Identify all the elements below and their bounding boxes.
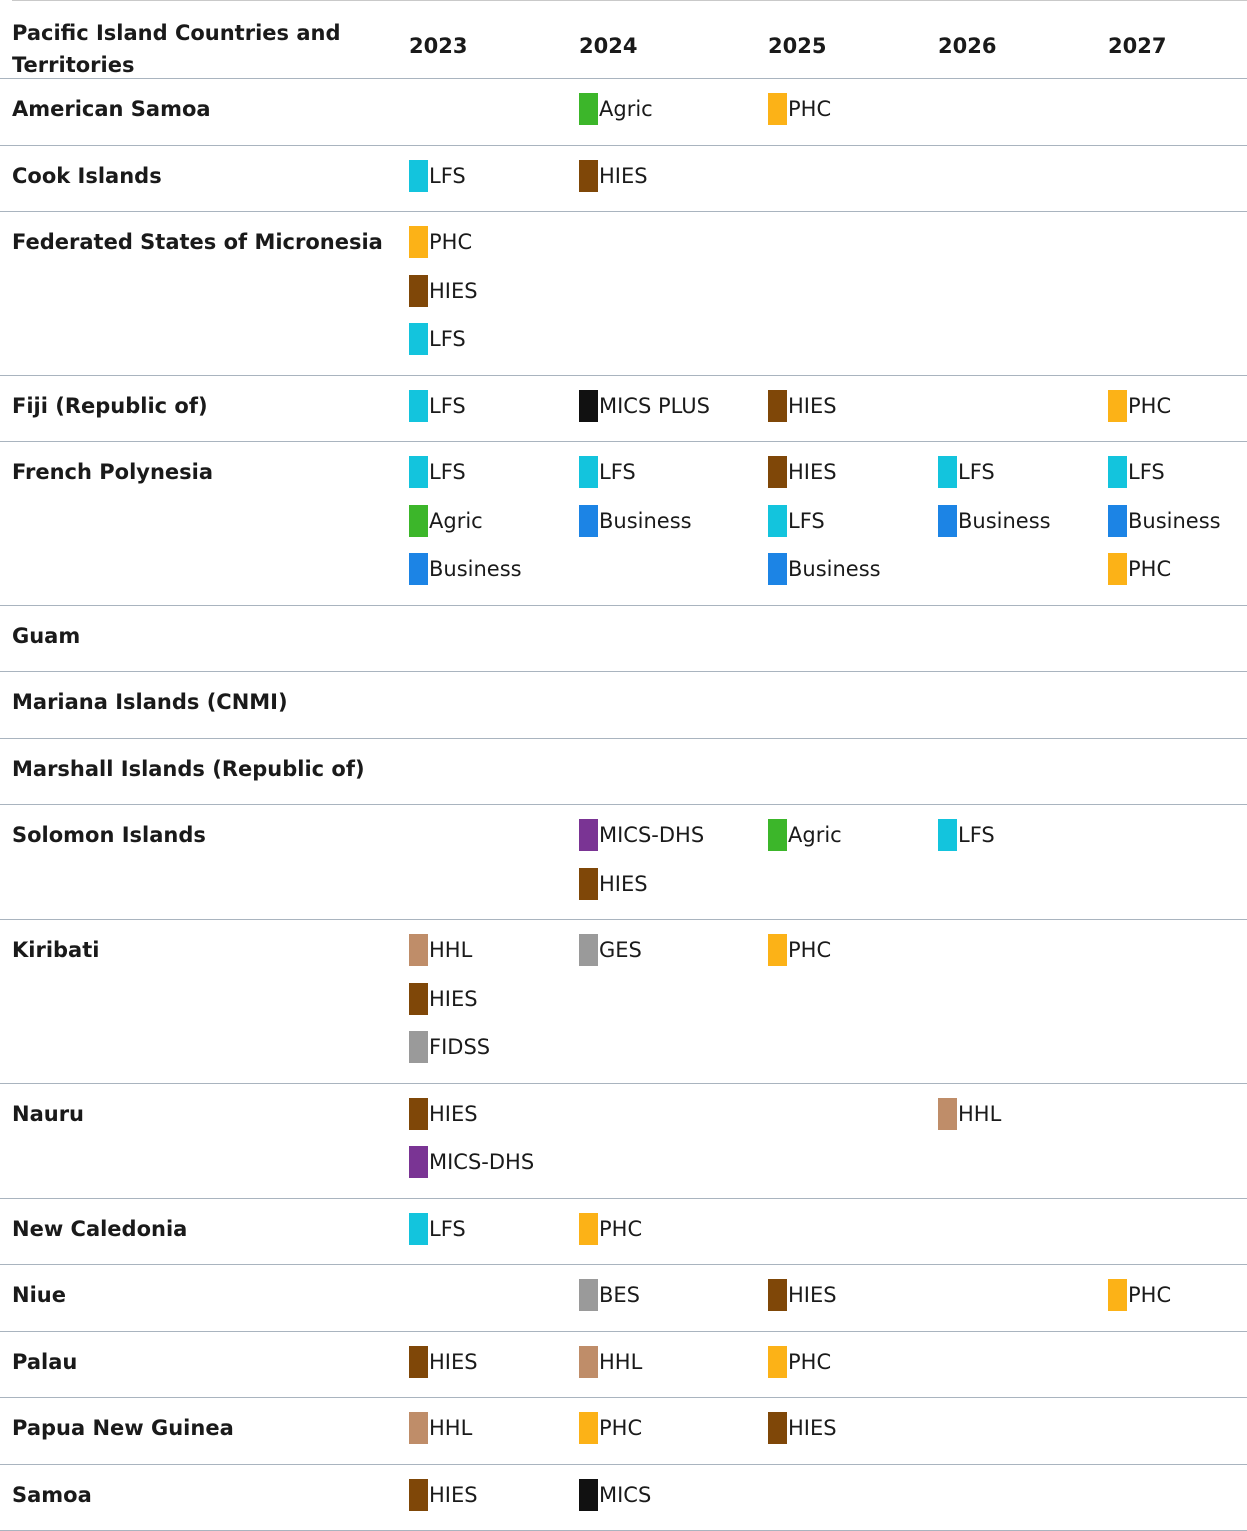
survey-color-swatch bbox=[579, 1279, 598, 1311]
survey-label: Agric bbox=[599, 97, 653, 121]
survey-label: HIES bbox=[599, 164, 648, 188]
survey-color-swatch bbox=[579, 1479, 598, 1511]
survey-entry bbox=[938, 505, 1051, 537]
country-name: American Samoa bbox=[12, 93, 211, 125]
survey-color-swatch bbox=[768, 93, 787, 125]
year-header: 2024 bbox=[579, 30, 637, 62]
country-name: Guam bbox=[12, 620, 80, 652]
country-name: Nauru bbox=[12, 1098, 84, 1130]
survey-color-swatch bbox=[409, 1213, 428, 1245]
survey-label: PHC bbox=[429, 230, 472, 254]
year-cell-2023 bbox=[409, 160, 466, 209]
year-cell-2027 bbox=[1108, 456, 1221, 602]
survey-label: HIES bbox=[788, 460, 837, 484]
table-row bbox=[0, 1199, 1247, 1266]
survey-entry bbox=[409, 390, 466, 422]
survey-label: PHC bbox=[788, 97, 831, 121]
survey-entry bbox=[768, 1279, 837, 1311]
survey-label: LFS bbox=[429, 460, 466, 484]
survey-label: PHC bbox=[788, 938, 831, 962]
survey-color-swatch bbox=[768, 553, 787, 585]
survey-label: PHC bbox=[599, 1217, 642, 1241]
survey-entry bbox=[409, 934, 490, 966]
survey-entry bbox=[409, 275, 478, 307]
year-cell-2023 bbox=[409, 1213, 466, 1262]
survey-entry bbox=[409, 1146, 534, 1178]
year-cell-2024 bbox=[579, 93, 653, 142]
country-name: Palau bbox=[12, 1346, 77, 1378]
survey-color-swatch bbox=[409, 934, 428, 966]
survey-entry bbox=[409, 505, 522, 537]
survey-color-swatch bbox=[579, 160, 598, 192]
survey-label: HHL bbox=[429, 938, 472, 962]
table-row bbox=[0, 442, 1247, 606]
survey-label: PHC bbox=[788, 1350, 831, 1374]
survey-entry bbox=[409, 226, 478, 258]
survey-entry bbox=[409, 1031, 490, 1063]
survey-label: PHC bbox=[599, 1416, 642, 1440]
survey-label: MICS PLUS bbox=[599, 394, 710, 418]
year-header: 2025 bbox=[768, 30, 826, 62]
survey-label: LFS bbox=[429, 164, 466, 188]
year-cell-2024 bbox=[579, 1213, 642, 1262]
table-row bbox=[0, 79, 1247, 146]
country-name: Fiji (Republic of) bbox=[12, 390, 208, 422]
year-cell-2023 bbox=[409, 1346, 478, 1395]
survey-color-swatch bbox=[409, 983, 428, 1015]
table-row bbox=[0, 606, 1247, 673]
survey-entry bbox=[409, 1479, 478, 1511]
survey-label: HHL bbox=[599, 1350, 642, 1374]
survey-color-swatch bbox=[938, 456, 957, 488]
survey-entry bbox=[579, 1279, 640, 1311]
year-cell-2026 bbox=[938, 1098, 1001, 1147]
survey-label: LFS bbox=[429, 1217, 466, 1241]
survey-color-swatch bbox=[768, 819, 787, 851]
survey-color-swatch bbox=[768, 1412, 787, 1444]
survey-entry bbox=[409, 456, 522, 488]
survey-entry bbox=[409, 160, 466, 192]
country-name: Federated States of Micronesia bbox=[12, 226, 383, 258]
survey-entry bbox=[579, 456, 692, 488]
top-rule bbox=[12, 0, 1247, 1]
survey-label: Business bbox=[599, 509, 692, 533]
survey-label: BES bbox=[599, 1283, 640, 1307]
survey-label: HIES bbox=[788, 394, 837, 418]
year-cell-2024 bbox=[579, 819, 704, 916]
survey-color-swatch bbox=[579, 1346, 598, 1378]
survey-color-swatch bbox=[409, 456, 428, 488]
table-row bbox=[0, 212, 1247, 376]
year-cell-2025 bbox=[768, 456, 881, 602]
survey-color-swatch bbox=[768, 934, 787, 966]
year-cell-2024 bbox=[579, 1479, 651, 1528]
survey-color-swatch bbox=[409, 390, 428, 422]
year-cell-2025 bbox=[768, 819, 842, 868]
survey-label: LFS bbox=[958, 460, 995, 484]
survey-entry bbox=[768, 1412, 837, 1444]
survey-entry bbox=[768, 93, 831, 125]
year-header: 2026 bbox=[938, 30, 996, 62]
survey-color-swatch bbox=[409, 275, 428, 307]
survey-label: Business bbox=[429, 557, 522, 581]
survey-color-swatch bbox=[768, 390, 787, 422]
country-name: Mariana Islands (CNMI) bbox=[12, 686, 288, 718]
survey-color-swatch bbox=[579, 1213, 598, 1245]
table-row bbox=[0, 739, 1247, 806]
survey-entry bbox=[768, 553, 881, 585]
table-row bbox=[0, 1084, 1247, 1199]
survey-entry bbox=[579, 1479, 651, 1511]
survey-entry bbox=[1108, 390, 1171, 422]
survey-color-swatch bbox=[409, 553, 428, 585]
year-cell-2024 bbox=[579, 160, 648, 209]
table-row bbox=[0, 146, 1247, 213]
survey-label: HHL bbox=[429, 1416, 472, 1440]
survey-label: MICS-DHS bbox=[599, 823, 704, 847]
survey-label: MICS-DHS bbox=[429, 1150, 534, 1174]
survey-label: PHC bbox=[1128, 1283, 1171, 1307]
survey-entry bbox=[768, 1346, 831, 1378]
country-name: Samoa bbox=[12, 1479, 92, 1511]
survey-label: HIES bbox=[429, 1102, 478, 1126]
year-cell-2025 bbox=[768, 93, 831, 142]
table-row bbox=[0, 1265, 1247, 1332]
year-cell-2024 bbox=[579, 1412, 642, 1461]
table-row bbox=[0, 376, 1247, 443]
survey-label: GES bbox=[599, 938, 642, 962]
country-name: Niue bbox=[12, 1279, 66, 1311]
country-name: Marshall Islands (Republic of) bbox=[12, 753, 365, 785]
year-cell-2024 bbox=[579, 934, 642, 983]
year-cell-2025 bbox=[768, 390, 837, 439]
survey-entry bbox=[579, 93, 653, 125]
year-cell-2025 bbox=[768, 1412, 837, 1461]
table-header bbox=[0, 10, 1247, 79]
survey-entry bbox=[579, 934, 642, 966]
survey-entry bbox=[938, 819, 995, 851]
survey-label: LFS bbox=[429, 327, 466, 351]
year-cell-2023 bbox=[409, 1412, 472, 1461]
survey-label: PHC bbox=[1128, 557, 1171, 581]
survey-color-swatch bbox=[579, 505, 598, 537]
survey-color-swatch bbox=[768, 1346, 787, 1378]
survey-label: LFS bbox=[1128, 460, 1165, 484]
year-cell-2026 bbox=[938, 819, 995, 868]
survey-label: LFS bbox=[958, 823, 995, 847]
country-name: Cook Islands bbox=[12, 160, 162, 192]
survey-color-swatch bbox=[579, 456, 598, 488]
survey-color-swatch bbox=[409, 505, 428, 537]
table-row bbox=[0, 1398, 1247, 1465]
survey-entry bbox=[1108, 505, 1221, 537]
survey-color-swatch bbox=[579, 1412, 598, 1444]
survey-entry bbox=[579, 390, 710, 422]
survey-entry bbox=[579, 1412, 642, 1444]
country-name: French Polynesia bbox=[12, 456, 213, 488]
country-name: Kiribati bbox=[12, 934, 99, 966]
survey-entry bbox=[579, 1213, 642, 1245]
table-body bbox=[0, 79, 1247, 1531]
survey-label: LFS bbox=[429, 394, 466, 418]
survey-label: PHC bbox=[1128, 394, 1171, 418]
survey-label: Business bbox=[788, 557, 881, 581]
table-row bbox=[0, 1332, 1247, 1399]
survey-label: HHL bbox=[958, 1102, 1001, 1126]
survey-entry bbox=[409, 1213, 466, 1245]
survey-color-swatch bbox=[1108, 390, 1127, 422]
survey-label: Agric bbox=[788, 823, 842, 847]
survey-entry bbox=[768, 390, 837, 422]
survey-entry bbox=[768, 456, 881, 488]
survey-entry bbox=[938, 456, 1051, 488]
survey-entry bbox=[768, 505, 881, 537]
survey-color-swatch bbox=[409, 1479, 428, 1511]
survey-color-swatch bbox=[579, 934, 598, 966]
survey-color-swatch bbox=[409, 1098, 428, 1130]
survey-color-swatch bbox=[579, 390, 598, 422]
survey-label: FIDSS bbox=[429, 1035, 490, 1059]
year-cell-2024 bbox=[579, 456, 692, 553]
survey-label: HIES bbox=[429, 987, 478, 1011]
survey-color-swatch bbox=[768, 1279, 787, 1311]
survey-color-swatch bbox=[1108, 1279, 1127, 1311]
survey-color-swatch bbox=[1108, 456, 1127, 488]
survey-entry bbox=[579, 868, 704, 900]
year-cell-2024 bbox=[579, 390, 710, 439]
table-row bbox=[0, 1465, 1247, 1531]
country-name: New Caledonia bbox=[12, 1213, 187, 1245]
year-header: 2023 bbox=[409, 30, 467, 62]
survey-color-swatch bbox=[409, 160, 428, 192]
survey-entry bbox=[579, 160, 648, 192]
survey-entry bbox=[409, 1412, 472, 1444]
survey-color-swatch bbox=[409, 226, 428, 258]
survey-entry bbox=[409, 1098, 534, 1130]
year-cell-2027 bbox=[1108, 390, 1171, 439]
survey-color-swatch bbox=[409, 323, 428, 355]
survey-label: MICS bbox=[599, 1483, 651, 1507]
survey-color-swatch bbox=[579, 868, 598, 900]
survey-color-swatch bbox=[938, 505, 957, 537]
survey-color-swatch bbox=[579, 93, 598, 125]
survey-label: HIES bbox=[599, 872, 648, 896]
year-cell-2025 bbox=[768, 934, 831, 983]
year-cell-2023 bbox=[409, 390, 466, 439]
survey-color-swatch bbox=[409, 1346, 428, 1378]
survey-color-swatch bbox=[1108, 505, 1127, 537]
survey-entry bbox=[579, 1346, 642, 1378]
year-cell-2023 bbox=[409, 934, 490, 1080]
survey-label: LFS bbox=[788, 509, 825, 533]
survey-entry bbox=[1108, 456, 1221, 488]
year-cell-2025 bbox=[768, 1346, 831, 1395]
table-row bbox=[0, 672, 1247, 739]
survey-entry bbox=[768, 934, 831, 966]
year-cell-2026 bbox=[938, 456, 1051, 553]
table-row bbox=[0, 805, 1247, 920]
survey-label: Agric bbox=[429, 509, 483, 533]
year-cell-2027 bbox=[1108, 1279, 1171, 1328]
survey-label: LFS bbox=[599, 460, 636, 484]
country-name: Solomon Islands bbox=[12, 819, 206, 851]
year-cell-2025 bbox=[768, 1279, 837, 1328]
survey-color-swatch bbox=[409, 1031, 428, 1063]
year-cell-2024 bbox=[579, 1346, 642, 1395]
year-cell-2023 bbox=[409, 456, 522, 602]
survey-label: Business bbox=[1128, 509, 1221, 533]
survey-label: HIES bbox=[429, 1483, 478, 1507]
survey-label: HIES bbox=[429, 1350, 478, 1374]
survey-color-swatch bbox=[409, 1146, 428, 1178]
survey-entry bbox=[409, 323, 478, 355]
year-cell-2023 bbox=[409, 1479, 478, 1528]
survey-color-swatch bbox=[768, 505, 787, 537]
survey-entry bbox=[409, 983, 490, 1015]
survey-label: Business bbox=[958, 509, 1051, 533]
year-cell-2023 bbox=[409, 226, 478, 372]
survey-entry bbox=[409, 1346, 478, 1378]
survey-color-swatch bbox=[1108, 553, 1127, 585]
country-column-header: Pacific Island Countries and Territories bbox=[12, 17, 342, 81]
survey-label: HIES bbox=[429, 279, 478, 303]
survey-entry bbox=[768, 819, 842, 851]
survey-color-swatch bbox=[409, 1412, 428, 1444]
year-cell-2024 bbox=[579, 1279, 640, 1328]
survey-entry bbox=[1108, 1279, 1171, 1311]
survey-label: HIES bbox=[788, 1416, 837, 1440]
survey-color-swatch bbox=[938, 819, 957, 851]
survey-color-swatch bbox=[768, 456, 787, 488]
survey-schedule-table bbox=[0, 10, 1247, 1531]
country-name: Papua New Guinea bbox=[12, 1412, 234, 1444]
survey-color-swatch bbox=[579, 819, 598, 851]
year-header: 2027 bbox=[1108, 30, 1166, 62]
survey-entry bbox=[579, 505, 692, 537]
year-cell-2023 bbox=[409, 1098, 534, 1195]
survey-entry bbox=[1108, 553, 1221, 585]
survey-entry bbox=[579, 819, 704, 851]
survey-label: HIES bbox=[788, 1283, 837, 1307]
table-row bbox=[0, 920, 1247, 1084]
survey-entry bbox=[409, 553, 522, 585]
survey-color-swatch bbox=[938, 1098, 957, 1130]
survey-entry bbox=[938, 1098, 1001, 1130]
